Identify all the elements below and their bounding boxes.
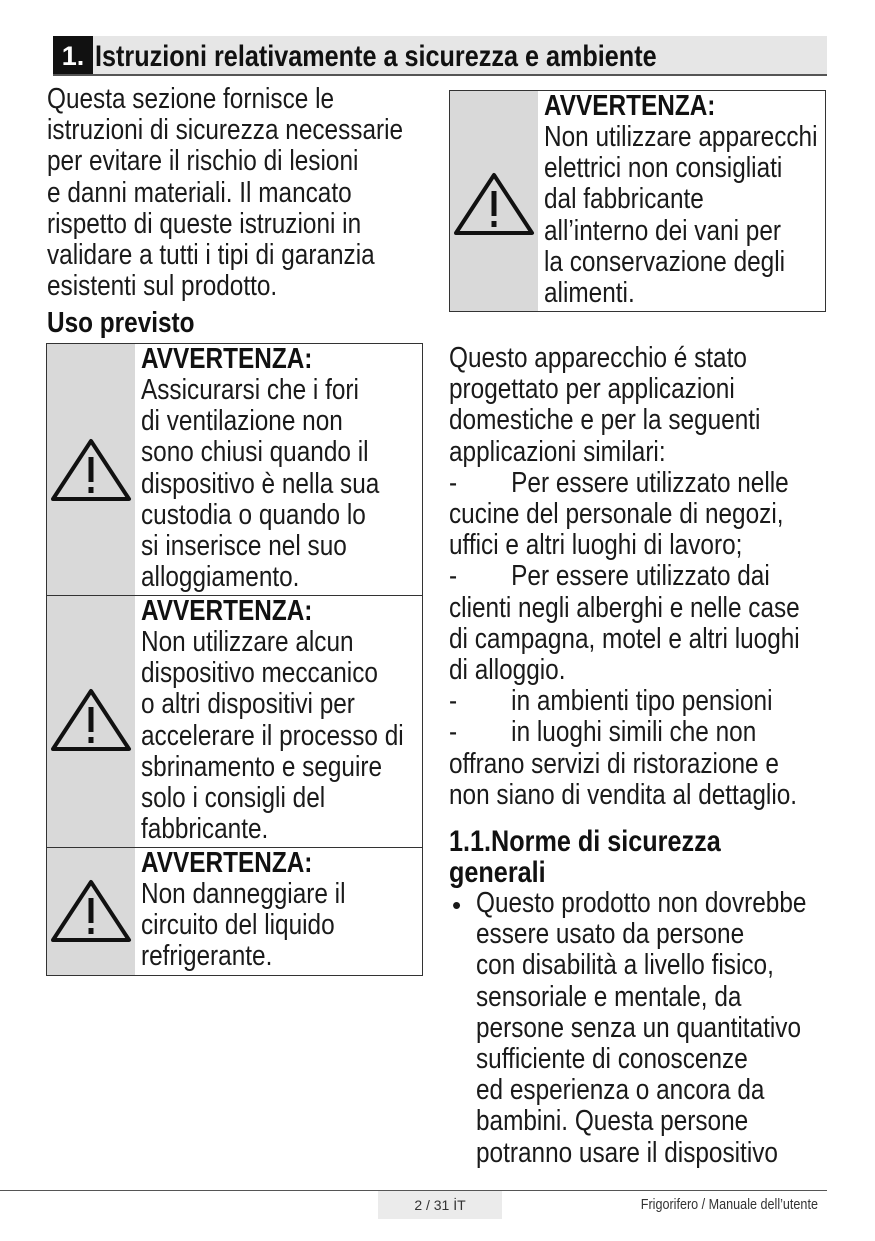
warning-box-ventilation (46, 343, 423, 596)
page-number-box (378, 1191, 502, 1219)
subsection-heading: 1.1.Norme di sicurezza generali (449, 825, 721, 889)
warning-triangle-icon (49, 687, 133, 753)
warning-triangle-icon (452, 171, 536, 237)
subsection-title: Norme di sicurezza (491, 825, 721, 858)
list-item: - Per essere utilizzato nelle (449, 466, 789, 499)
section-number: 1. (53, 36, 93, 74)
warning-title: AVVERTENZA: (141, 343, 313, 375)
intro-paragraph: Questa sezione fornisce le istruzioni di sicurezza necessarie per evitare il rischio di lesioni e danni materiali. Il mancato rispetto di queste istruzioni in validare a tutti i tipi di garanzia esistenti sul prodotto. (47, 83, 404, 303)
warning-title: AVVERTENZA: (141, 847, 313, 879)
warning-box-electrical (449, 90, 826, 312)
warning-content: AVVERTENZA: Assicurarsi che i fori di ventilazione non sono chiusi quando il dispositivo è nella sua custodia o quando lo si inserisce nel suo alloggiamento. (141, 343, 380, 594)
warning-content: AVVERTENZA: Non danneggiare il circuito del liquido refrigerante. (141, 847, 346, 973)
warning-title: AVVERTENZA: (544, 90, 716, 122)
subsection-number: 1.1. (449, 825, 492, 858)
warning-box-defrost (46, 595, 423, 848)
bullet-icon: • (452, 890, 462, 920)
usage-paragraph: Questo apparecchio é stato progettato per applicazioni domestiche e per la seguenti applicazioni similari: - Per essere utilizzato nelle cucine del personale di negozi, uffici e altri luoghi di lavoro; - Per essere utilizzato dai clienti negli alberghi e nelle case di campagna, motel e altri luoghi di alloggio. - in ambienti tipo pensioni - in luoghi simili che non offrano servizi di ristorazione e non siano di vendita al dettaglio. (449, 343, 867, 811)
list-item: - in luoghi simili che non (449, 716, 757, 749)
list-item: - in ambienti tipo pensioni (449, 685, 773, 718)
list-item: - Per essere utilizzato dai (449, 560, 770, 593)
page-number: 2 / 31 İT (414, 1197, 466, 1213)
warning-triangle-icon (49, 437, 133, 503)
warning-box-refrigerant (46, 847, 423, 976)
footer-document-title: Frigorifero / Manuale dell’utente (640, 1196, 818, 1213)
warning-title: AVVERTENZA: (141, 595, 313, 627)
section-header (53, 36, 827, 76)
warning-content: AVVERTENZA: Non utilizzare alcun dispositivo meccanico o altri dispositivi per accelerare il processo di sbrinamento e seguire solo i consigli del fabbricante. (141, 595, 404, 846)
bullet-paragraph: Questo prodotto non dovrebbe essere usato da persone con disabilità a livello fisico, sensoriale e mentale, da persone senza un quantitativo sufficiente di conoscenze ed esperienza o ancora da bambini. Questa persone potranno usare il dispositivo (476, 887, 807, 1169)
uso-previsto-heading: Uso previsto (47, 307, 195, 339)
section-title: Istruzioni relativamente a sicurezza e ambiente (95, 40, 657, 73)
warning-content: AVVERTENZA: Non utilizzare apparecchi elettrici non consigliati dal fabbricante all’interno dei vani per la conservazione degli alimenti. (544, 90, 818, 310)
warning-triangle-icon (49, 878, 133, 944)
